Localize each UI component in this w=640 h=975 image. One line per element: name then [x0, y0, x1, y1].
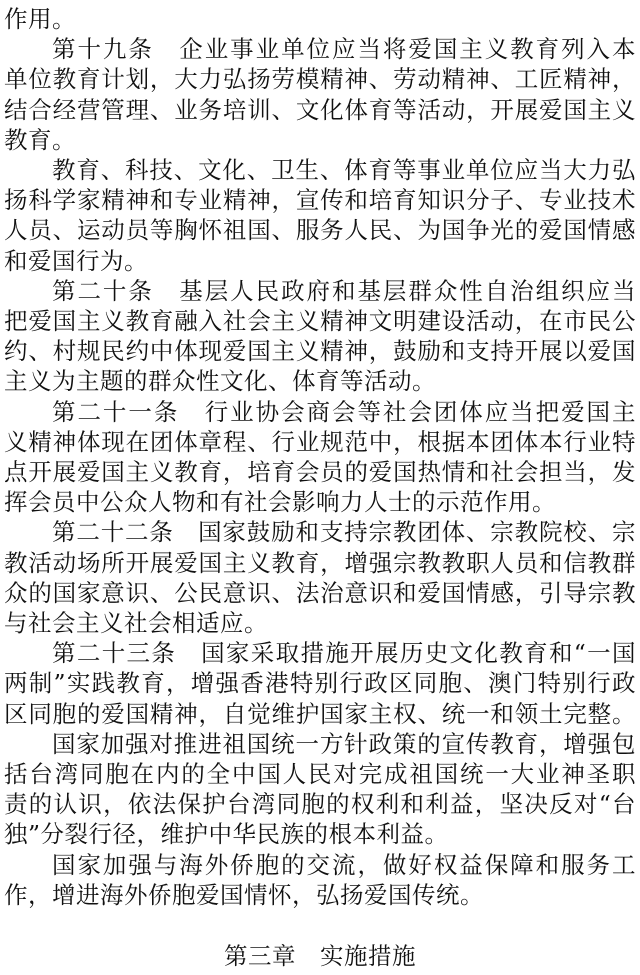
text-line: 教育。 [4, 125, 76, 154]
text-line: 作，增进海外侨胞爱国情怀，弘扬爱国传统。 [4, 880, 484, 909]
text-line: 单位教育计划，大力弘扬劳模精神、劳动精神、工匠精神， [4, 65, 636, 94]
text-line: 教活动场所开展爱国主义教育，增强宗教教职人员和信教群 [4, 548, 636, 577]
text-line: 区同胞的爱国精神，自觉维护国家主权、统一和领土完整。 [4, 699, 636, 728]
text-line: 独”分裂行径，维护中华民族的根本利益。 [4, 820, 449, 849]
text-line: 与社会主义社会相适应。 [4, 609, 268, 637]
text-line: 括台湾同胞在内的全中国人民对完成祖国统一大业神圣职 [4, 760, 636, 788]
text-line: 人员、运动员等胸怀祖国、服务人民、为国争光的爱国情感 [4, 216, 636, 245]
paragraph-start-line: 国家加强与海外侨胞的交流，做好权益保障和服务工 [52, 850, 636, 879]
text-line: 点开展爱国主义教育，培育会员的爱国热情和社会担当，发 [4, 458, 636, 486]
text-line: 约、村规民约中体现爱国主义精神，鼓励和支持开展以爱国 [4, 337, 636, 366]
article-19-heading-line: 第十九条 企业事业单位应当将爱国主义教育列入本 [52, 35, 636, 64]
text-line: 责的认识，依法保护台湾同胞的权利和利益，坚决反对“台 [4, 790, 636, 819]
chapter-heading: 第三章 实施措施 [224, 942, 416, 970]
text-line: 和爱国行为。 [4, 246, 148, 275]
paragraph-start-line: 国家加强对推进祖国统一方针政策的宣传教育，增强包 [52, 729, 636, 758]
text-line: 挥会员中公众人物和有社会影响力人士的示范作用。 [4, 488, 556, 517]
text-line: 作用。 [4, 5, 76, 33]
article-21-heading-line: 第二十一条 行业协会商会等社会团体应当把爱国主 [52, 397, 636, 426]
text-line: 义精神体现在团体章程、行业规范中，根据本团体本行业特 [4, 427, 636, 456]
text-line: 结合经营管理、业务培训、文化体育等活动，开展爱国主义 [4, 95, 636, 124]
text-line: 众的国家意识、公民意识、法治意识和爱国情感，引导宗教 [4, 578, 636, 607]
text-line: 扬科学家精神和专业精神，宣传和培育知识分子、专业技术 [4, 186, 636, 215]
text-line: 把爱国主义教育融入社会主义精神文明建设活动，在市民公 [4, 307, 636, 335]
text-line: 两制”实践教育，增强香港特别行政区同胞、澳门特别行政 [4, 669, 636, 698]
text-line: 主义为主题的群众性文化、体育等活动。 [4, 367, 436, 396]
article-22-heading-line: 第二十二条 国家鼓励和支持宗教团体、宗教院校、宗 [52, 518, 636, 547]
article-23-heading-line: 第二十三条 国家采取措施开展历史文化教育和“一国 [52, 639, 636, 668]
article-20-heading-line: 第二十条 基层人民政府和基层群众性自治组织应当 [52, 276, 636, 305]
paragraph-start-line: 教育、科技、文化、卫生、体育等事业单位应当大力弘 [52, 156, 636, 184]
